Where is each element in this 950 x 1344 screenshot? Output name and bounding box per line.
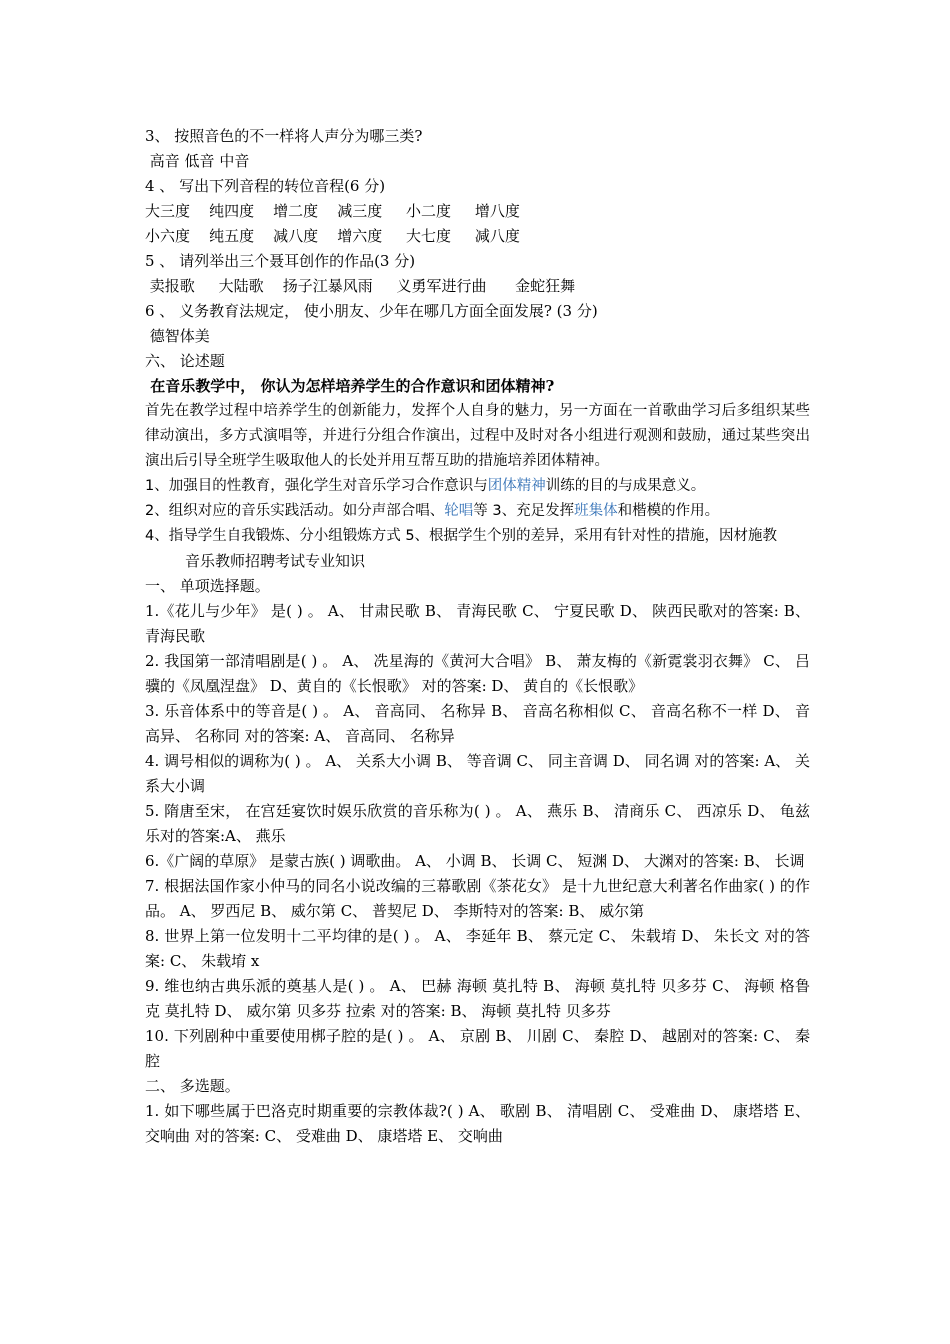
- class-collective-link[interactable]: 班集体: [574, 503, 618, 519]
- essay-point-1-text-a: 1、加强目的性教育，强化学生对音乐学习合作意识与: [145, 478, 488, 494]
- essay-point-1: [145, 474, 810, 499]
- question-6: 6 、 义务教育法规定， 使小朋友、少年在哪几方面全面发展? (3 分): [145, 302, 598, 320]
- single-choice-6: 6.《广阔的草原》 是蒙古族( ) 调歌曲。 A、 小调 B、 长调 C、 短渊 D、 大渊对的答案: B、 长调: [145, 852, 805, 870]
- multi-choice-heading: 二、 多选题。: [145, 1077, 240, 1095]
- document-page: [145, 124, 815, 1149]
- intervals-row-2: 小六度 纯五度 减八度 增六度 大七度 减八度: [145, 227, 520, 245]
- essay-point-2: [145, 499, 810, 524]
- single-choice-10: 10. 下列剧种中重要使用梆子腔的是( ) 。 A、 京剧 B、 川剧 C、 秦腔 D、 越剧对的答案: C、 秦腔: [145, 1027, 810, 1070]
- single-choice-5: 5. 隋唐至宋， 在宫廷宴饮时娱乐欣赏的音乐称为( ) 。 A、 燕乐 B、 清商乐 C、 西凉乐 D、 龟兹乐对的答案:A、 燕乐: [145, 802, 810, 845]
- question-3: 3、 按照音色的不一样将人声分为哪三类?: [145, 127, 423, 145]
- single-choice-1: 1.《花儿与少年》 是( ) 。 A、 甘肃民歌 B、 青海民歌 C、 宁夏民歌 D、 陕西民歌对的答案: B、 青海民歌: [145, 602, 815, 645]
- answer-3: 高音 低音 中音: [145, 152, 250, 170]
- round-singing-link[interactable]: 轮唱: [444, 503, 474, 519]
- essay-heading: 六、 论述题: [145, 352, 225, 370]
- multi-choice-1: 1. 如下哪些属于巴洛克时期重要的宗教体裁?( ) A、 歌剧 B、 清唱剧 C、 受难曲 D、 康塔塔 E、 交响曲 对的答案: C、 受难曲 D、 康塔塔 E、 交响曲: [145, 1102, 815, 1145]
- intervals-row-1: 大三度 纯四度 增二度 减三度 小二度 增八度: [145, 202, 520, 220]
- essay-point-4: 4、指导学生自我锻炼、分小组锻炼方式 5、根据学生个别的差异，采用有针对性的措施，因材施教: [145, 528, 778, 544]
- essay-point-2-text-c: 和楷模的作用。: [617, 503, 720, 519]
- single-choice-8: 8. 世界上第一位发明十二平均律的是( ) 。 A、 李延年 B、 蔡元定 C、 朱载堉 D、 朱长文 对的答案: C、 朱载堉 x: [145, 927, 810, 970]
- question-5: 5 、 请列举出三个聂耳创作的作品(3 分): [145, 252, 416, 270]
- essay-point-1-text-b: 训练的目的与成果意义。: [545, 478, 706, 494]
- essay-point-2-text-b: 等 3、充足发挥: [473, 503, 575, 519]
- essay-paragraph-1: 首先在教学过程中培养学生的创新能力，发挥个人自身的魅力，另一方面在一首歌曲学习后多组织某些律动演出，多方式演唱等，并进行分组合作演出，过程中及时对各小组进行观测和鼓励，通过某些突出演出后引导全班学生吸取他人的长处并用互帮互助的措施培养团体精神。: [145, 403, 810, 469]
- question-4: 4 、 写出下列音程的转位音程(6 分): [145, 177, 386, 195]
- answer-5: 卖报歌 大陆歌 扬子江暴风雨 义勇军进行曲 金蛇狂舞: [145, 277, 576, 295]
- single-choice-2: 2. 我国第一部清唱剧是( ) 。 A、 冼星海的《黄河大合唱》 B、 萧友梅的《新霓裳羽衣舞》 C、 吕骥的《凤凰涅盘》 D、黄自的《长恨歌》 对的答案: D、 黄自的《长恨歌》: [145, 652, 810, 695]
- single-choice-9: 9. 维也纳古典乐派的奠基人是( ) 。 A、 巴赫 海顿 莫扎特 B、 海顿 莫扎特 贝多芬 C、 海顿 格鲁克 莫扎特 D、 威尔第 贝多芬 拉索 对的答案: B、 海顿 莫扎特 贝多芬: [145, 977, 810, 1020]
- single-choice-heading: 一、 单项选择题。: [145, 577, 270, 595]
- single-choice-3: 3. 乐音体系中的等音是( ) 。 A、 音高同、 名称异 B、 音高名称相似 C、 音高名称不一样 D、 音高异、 名称同 对的答案: A、 音高同、 名称异: [145, 702, 810, 745]
- answer-6: 德智体美: [145, 327, 210, 345]
- essay-point-2-text-a: 2、组织对应的音乐实践活动。如分声部合唱、: [145, 503, 445, 519]
- essay-question: 在音乐教学中， 你认为怎样培养学生的合作意识和团体精神?: [145, 377, 555, 395]
- section-title: 音乐教师招聘考试专业知识: [185, 552, 366, 570]
- single-choice-7: 7. 根据法国作家小仲马的同名小说改编的三幕歌剧《茶花女》 是十九世纪意大利著名作曲家( ) 的作品。 A、 罗西尼 B、 威尔第 C、 普契尼 D、 李斯特对的答案: B、 威尔第: [145, 877, 810, 920]
- team-spirit-link[interactable]: 团体精神: [487, 478, 546, 494]
- single-choice-4: 4. 调号相似的调称为( ) 。 A、 关系大小调 B、 等音调 C、 同主音调 D、 同名调 对的答案: A、 关系大小调: [145, 752, 810, 795]
